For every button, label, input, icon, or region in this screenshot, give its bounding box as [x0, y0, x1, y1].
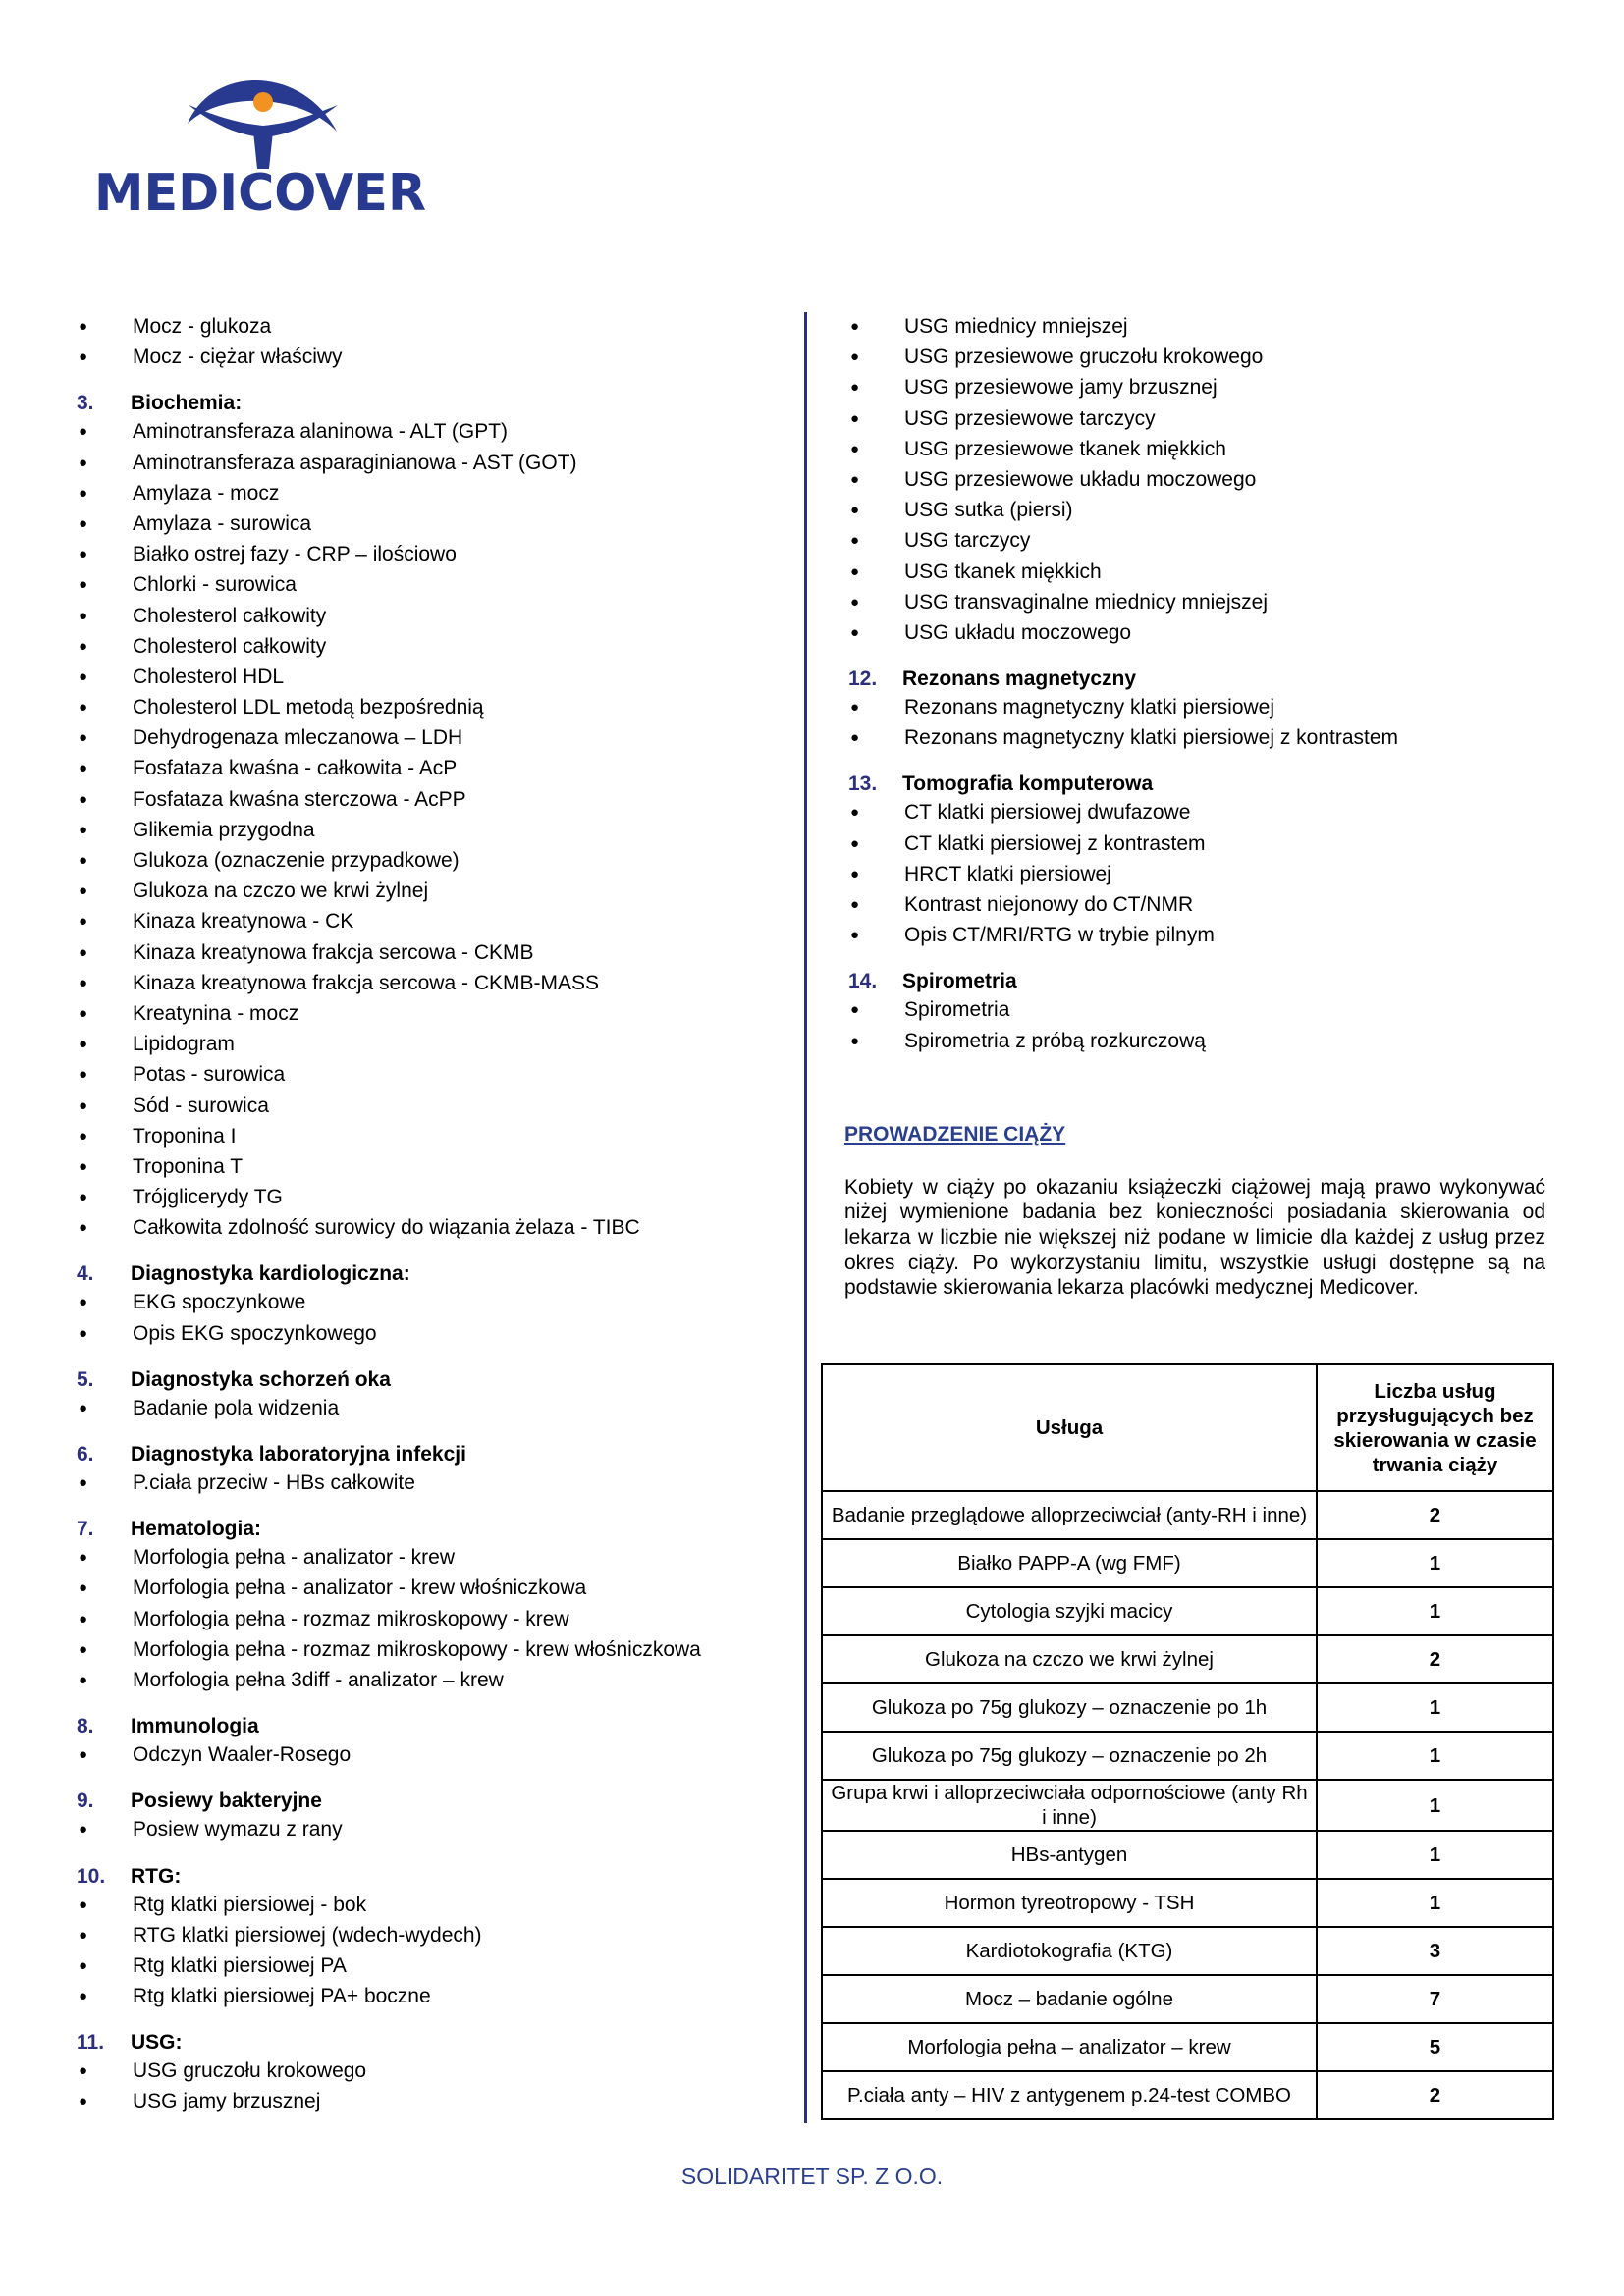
- section-heading: [73, 2030, 760, 2056]
- section-title: Diagnostyka laboratoryjna infekcji: [131, 1443, 466, 1466]
- list-item: [73, 416, 760, 447]
- list-item: [73, 1665, 760, 1695]
- list-item-label: Glikemia przygodna: [133, 818, 315, 841]
- section-heading: [73, 1789, 760, 1814]
- section-title: Biochemia:: [131, 392, 243, 415]
- list-item: [73, 876, 760, 906]
- section-number: 4.: [77, 1262, 94, 1286]
- list-item: [844, 889, 1561, 920]
- list-item-label: Odczyn Waaler-Rosego: [133, 1743, 352, 1767]
- list-item: [844, 342, 1561, 372]
- table-row: [822, 1635, 1553, 1683]
- list-item-label: Glukoza na czczo we krwi żylnej: [133, 880, 429, 903]
- list-item: [844, 495, 1561, 525]
- section-heading: [73, 1714, 760, 1739]
- list-item-label: Badanie pola widzenia: [133, 1396, 340, 1419]
- list-item-label: Opis EKG spoczynkowego: [133, 1321, 377, 1345]
- list-item-label: CT klatki piersiowej dwufazowe: [904, 801, 1191, 825]
- list-item: [844, 617, 1561, 648]
- bullet-icon: ●: [79, 729, 88, 747]
- list-item: [73, 722, 760, 753]
- list-item: [844, 920, 1561, 950]
- list-item: [73, 1814, 760, 1844]
- service-name: Mocz – badanie ogólne: [822, 1975, 1317, 2023]
- list-item: [844, 434, 1561, 464]
- list-item-label: Rtg klatki piersiowej PA: [133, 1953, 347, 1977]
- medicover-logo: [94, 43, 433, 215]
- bullet-icon: ●: [79, 318, 88, 335]
- bullet-icon: ●: [850, 804, 860, 822]
- list-item: [73, 1393, 760, 1423]
- list-item-label: USG gruczołu krokowego: [133, 2059, 367, 2083]
- section-title: RTG:: [131, 1864, 182, 1888]
- table-row: [822, 1683, 1553, 1732]
- bullet-icon: ●: [79, 484, 88, 502]
- list-item: [73, 815, 760, 845]
- list-item-label: Morfologia pełna - analizator - krew: [133, 1546, 455, 1570]
- service-name: Glukoza na czczo we krwi żylnej: [822, 1635, 1317, 1683]
- list-item-label: Rtg klatki piersiowej PA+ boczne: [133, 1985, 431, 2008]
- bullet-icon: ●: [79, 1474, 88, 1491]
- table-row: [822, 2071, 1553, 2119]
- table-row: [822, 1539, 1553, 1587]
- list-item-label: Chlorki - surowica: [133, 573, 297, 597]
- section-title: Hematologia:: [131, 1518, 262, 1541]
- section-heading: [73, 391, 760, 416]
- bullet-icon: ●: [79, 1324, 88, 1342]
- bullet-icon: ●: [79, 1157, 88, 1175]
- list-item-label: Kinaza kreatynowa - CK: [133, 910, 354, 934]
- section-number: 7.: [77, 1518, 94, 1541]
- list-item-label: Białko ostrej fazy - CRP – ilościowo: [133, 543, 457, 566]
- list-item: [73, 311, 760, 342]
- footer-company: SOLIDARITET SP. Z O.O.: [680, 2163, 944, 2189]
- list-item-label: Kreatynina - mocz: [133, 1001, 299, 1025]
- list-item: [73, 2056, 760, 2086]
- service-count: 1: [1317, 1780, 1553, 1831]
- service-count: 1: [1317, 1831, 1553, 1879]
- list-item: [844, 587, 1561, 617]
- list-item-label: Kinaza kreatynowa frakcja sercowa - CKMB-MASS: [133, 971, 599, 994]
- bullet-icon: ●: [79, 348, 88, 366]
- service-name: Morfologia pełna – analizator – krew: [822, 2023, 1317, 2071]
- list-item: [73, 662, 760, 692]
- list-item: [73, 1059, 760, 1090]
- bullet-icon: ●: [79, 790, 88, 808]
- list-item: [844, 372, 1561, 402]
- list-item: [73, 1287, 760, 1317]
- list-item-label: USG miednicy mniejszej: [904, 315, 1128, 338]
- bullet-icon: ●: [79, 1988, 88, 2005]
- list-item-label: USG tkanek miękkich: [904, 560, 1102, 583]
- bullet-icon: ●: [79, 1610, 88, 1628]
- bullet-icon: ●: [79, 1066, 88, 1084]
- bullet-icon: ●: [850, 562, 860, 580]
- bullet-icon: ●: [79, 1549, 88, 1567]
- list-item: [844, 994, 1561, 1025]
- bullet-icon: ●: [79, 423, 88, 441]
- bullet-icon: ●: [79, 974, 88, 991]
- list-item-label: Morfologia pełna 3diff - analizator – krew: [133, 1668, 504, 1691]
- section-title: Diagnostyka schorzeń oka: [131, 1367, 391, 1391]
- bullet-icon: ●: [850, 865, 860, 882]
- section-title: Diagnostyka kardiologiczna:: [131, 1262, 410, 1286]
- section-heading: [73, 1517, 760, 1542]
- list-item-label: RTG klatki piersiowej (wdech-wydech): [133, 1923, 482, 1947]
- left-column: [73, 311, 760, 2117]
- list-item-label: Troponina I: [133, 1124, 237, 1148]
- list-item-label: Cholesterol LDL metodą bezpośrednią: [133, 696, 484, 720]
- bullet-icon: ●: [850, 348, 860, 366]
- section-title: Tomografia komputerowa: [902, 773, 1154, 796]
- bullet-icon: ●: [850, 593, 860, 611]
- list-item-label: Potas - surowica: [133, 1063, 286, 1087]
- service-name: Hormon tyreotropowy - TSH: [822, 1879, 1317, 1927]
- list-item-label: Opis CT/MRI/RTG w trybie pilnym: [904, 924, 1215, 947]
- list-item-label: Morfologia pełna - analizator - krew włośniczkowa: [133, 1576, 587, 1600]
- service-count: 3: [1317, 1927, 1553, 1975]
- bullet-icon: ●: [850, 729, 860, 747]
- list-item: [73, 1151, 760, 1182]
- list-item: [844, 311, 1561, 342]
- list-item: [73, 631, 760, 662]
- list-item-label: Mocz - glukoza: [133, 315, 272, 338]
- table-row: [822, 1879, 1553, 1927]
- list-item: [73, 1573, 760, 1603]
- service-count: 1: [1317, 1539, 1553, 1587]
- list-item-label: Troponina T: [133, 1154, 244, 1178]
- list-item-label: Aminotransferaza alaninowa - ALT (GPT): [133, 420, 509, 444]
- list-item: [73, 2086, 760, 2116]
- list-item-label: USG przesiewowe tkanek miękkich: [904, 437, 1226, 460]
- list-item-label: Lipidogram: [133, 1033, 235, 1056]
- list-item: [73, 569, 760, 600]
- pregnancy-description: Kobiety w ciąży po okazaniu książeczki ciążowej mają prawo wykonywać niżej wymienione badania bez konieczności posiadania skierowania od lekarza w liczbie nie większej niż podane w limicie dla każdej z usług przez okres ciąży. Po wykorzystaniu limitu, wszystkie usługi dostępne są na podstawie skierowania lekarza placówki medycznej Medicover.: [844, 1175, 1545, 1300]
- list-item: [73, 1029, 760, 1059]
- list-item: [73, 1634, 760, 1665]
- list-item-label: Fosfataza kwaśna - całkowita - AcP: [133, 757, 458, 780]
- right-column: [844, 311, 1561, 1301]
- bullet-icon: ●: [850, 896, 860, 913]
- bullet-icon: ●: [79, 576, 88, 594]
- bullet-icon: ●: [79, 1096, 88, 1114]
- service-name: HBs-antygen: [822, 1831, 1317, 1879]
- list-item: [844, 464, 1561, 495]
- bullet-icon: ●: [850, 699, 860, 717]
- list-item-label: Mocz - ciężar właściwy: [133, 346, 343, 369]
- list-item: [73, 1739, 760, 1770]
- section-number: 11.: [77, 2031, 105, 2055]
- section-heading: [844, 667, 1561, 692]
- bullet-icon: ●: [850, 409, 860, 427]
- bullet-icon: ●: [79, 2093, 88, 2110]
- table-row: [822, 1831, 1553, 1879]
- section-number: 6.: [77, 1443, 94, 1466]
- service-name: Cytologia szyjki macicy: [822, 1587, 1317, 1635]
- list-item-label: Fosfataza kwaśna sterczowa - AcPP: [133, 787, 466, 811]
- section-title: Posiewy bakteryjne: [131, 1789, 322, 1813]
- service-name: Grupa krwi i alloprzeciwciała odpornościowe (anty Rh i inne): [822, 1780, 1317, 1831]
- list-item: [73, 508, 760, 539]
- list-item-label: USG przesiewowe gruczołu krokowego: [904, 346, 1264, 369]
- service-count: 1: [1317, 1879, 1553, 1927]
- service-name: P.ciała anty – HIV z antygenem p.24-test COMBO: [822, 2071, 1317, 2119]
- list-item-label: USG przesiewowe jamy brzusznej: [904, 376, 1218, 400]
- bullet-icon: ●: [850, 379, 860, 397]
- right-list: [844, 311, 1561, 1056]
- bullet-icon: ●: [79, 1399, 88, 1416]
- list-item-label: Cholesterol całkowity: [133, 634, 327, 658]
- section-number: 3.: [77, 392, 94, 415]
- list-item-label: Amylaza - surowica: [133, 511, 312, 535]
- list-item-label: Cholesterol całkowity: [133, 604, 327, 627]
- list-item: [73, 448, 760, 478]
- list-item: [73, 1318, 760, 1349]
- list-item: [73, 1182, 760, 1212]
- list-item: [73, 692, 760, 722]
- section-number: 14.: [848, 970, 878, 993]
- list-item: [844, 525, 1561, 556]
- section-number: 13.: [848, 773, 878, 796]
- list-item: [844, 557, 1561, 587]
- bullet-icon: ●: [79, 667, 88, 685]
- pregnancy-services-table: [821, 1363, 1554, 2120]
- list-item: [73, 539, 760, 569]
- bullet-icon: ●: [79, 1127, 88, 1145]
- bullet-icon: ●: [79, 454, 88, 471]
- list-item: [73, 478, 760, 508]
- service-count: 2: [1317, 1635, 1553, 1683]
- service-count: 1: [1317, 1683, 1553, 1732]
- table-row: [822, 1732, 1553, 1780]
- service-name: Kardiotokografia (KTG): [822, 1927, 1317, 1975]
- bullet-icon: ●: [79, 821, 88, 838]
- bullet-icon: ●: [79, 760, 88, 777]
- service-count: 2: [1317, 2071, 1553, 2119]
- bullet-icon: ●: [79, 1896, 88, 1913]
- list-item: [73, 342, 760, 372]
- bullet-icon: ●: [79, 1956, 88, 1974]
- section-heading: [73, 1367, 760, 1393]
- bullet-icon: ●: [79, 607, 88, 624]
- section-number: 9.: [77, 1789, 94, 1813]
- list-item: [73, 601, 760, 631]
- list-item: [73, 998, 760, 1029]
- section-heading: [73, 1261, 760, 1287]
- list-item-label: Sód - surowica: [133, 1094, 269, 1117]
- list-item-label: Spirometria z próbą rozkurczową: [904, 1029, 1206, 1052]
- service-count: 1: [1317, 1732, 1553, 1780]
- list-item-label: Kontrast niejonowy do CT/NMR: [904, 893, 1194, 916]
- bullet-icon: ●: [79, 1189, 88, 1206]
- bullet-icon: ●: [79, 1219, 88, 1237]
- list-item: [73, 1212, 760, 1243]
- section-title: USG:: [131, 2031, 183, 2055]
- list-item-label: USG układu moczowego: [904, 620, 1132, 644]
- service-name: Białko PAPP-A (wg FMF): [822, 1539, 1317, 1587]
- column-divider: [804, 312, 807, 2123]
- table-row: [822, 1587, 1553, 1635]
- header-service: Usługa: [822, 1364, 1317, 1491]
- list-item-label: Posiew wymazu z rany: [133, 1818, 343, 1842]
- bullet-icon: ●: [79, 913, 88, 931]
- list-item-label: Rezonans magnetyczny klatki piersiowej: [904, 696, 1275, 720]
- list-item-label: Rezonans magnetyczny klatki piersiowej z kontrastem: [904, 726, 1399, 750]
- bullet-icon: ●: [79, 1004, 88, 1022]
- list-item: [73, 1121, 760, 1151]
- list-item-label: USG tarczycy: [904, 529, 1031, 553]
- list-item: [73, 753, 760, 783]
- section-heading: [844, 772, 1561, 797]
- bullet-icon: ●: [79, 852, 88, 869]
- service-name: Glukoza po 75g glukozy – oznaczenie po 1h: [822, 1683, 1317, 1732]
- list-item-label: Kinaza kreatynowa frakcja sercowa - CKMB: [133, 940, 534, 964]
- section-number: 10.: [77, 1864, 106, 1888]
- service-count: 1: [1317, 1587, 1553, 1635]
- bullet-icon: ●: [79, 1926, 88, 1944]
- list-item: [73, 1604, 760, 1634]
- table-row: [822, 1780, 1553, 1831]
- bullet-icon: ●: [79, 1671, 88, 1688]
- list-item: [73, 968, 760, 998]
- list-item-label: CT klatki piersiowej z kontrastem: [904, 831, 1206, 855]
- list-item: [844, 828, 1561, 859]
- section-number: 5.: [77, 1367, 94, 1391]
- bullet-icon: ●: [850, 318, 860, 335]
- bullet-icon: ●: [850, 502, 860, 519]
- bullet-icon: ●: [79, 943, 88, 961]
- list-item-label: Cholesterol HDL: [133, 665, 285, 688]
- service-count: 2: [1317, 1491, 1553, 1539]
- service-name: Badanie przeglądowe alloprzeciwciał (anty-RH i inne): [822, 1491, 1317, 1539]
- list-item: [73, 1542, 760, 1573]
- list-item-label: Aminotransferaza asparaginianowa - AST (GOT): [133, 451, 577, 474]
- list-item: [73, 1890, 760, 1920]
- list-item-label: Morfologia pełna - rozmaz mikroskopowy - krew: [133, 1607, 569, 1630]
- list-item-label: Amylaza - mocz: [133, 481, 280, 505]
- list-item: [844, 722, 1561, 753]
- bullet-icon: ●: [79, 1579, 88, 1597]
- list-item: [73, 784, 760, 815]
- list-item-label: Całkowita zdolność surowicy do wiązania żelaza - TIBC: [133, 1216, 640, 1240]
- table-row: [822, 2023, 1553, 2071]
- list-item-label: Glukoza (oznaczenie przypadkowe): [133, 849, 460, 872]
- list-item: [73, 1950, 760, 1981]
- bullet-icon: ●: [79, 1294, 88, 1311]
- pregnancy-title: PROWADZENIE CIĄŻY: [844, 1122, 1066, 1146]
- list-item-label: USG przesiewowe układu moczowego: [904, 467, 1257, 491]
- list-item-label: USG transvaginalne miednicy mniejszej: [904, 590, 1268, 614]
- list-item-label: EKG spoczynkowe: [133, 1291, 306, 1314]
- section-title: Spirometria: [902, 970, 1017, 993]
- list-item: [844, 403, 1561, 434]
- bullet-icon: ●: [79, 882, 88, 900]
- list-item: [844, 1026, 1561, 1056]
- list-item: [844, 859, 1561, 889]
- list-item-label: HRCT klatki piersiowej: [904, 862, 1111, 885]
- service-count: 5: [1317, 2023, 1553, 2071]
- list-item: [73, 937, 760, 968]
- table-row: [822, 1491, 1553, 1539]
- bullet-icon: ●: [79, 514, 88, 532]
- list-item: [73, 1920, 760, 1950]
- bullet-icon: ●: [850, 532, 860, 550]
- bullet-icon: ●: [850, 927, 860, 944]
- section-heading: [73, 1442, 760, 1468]
- table-body: [822, 1491, 1553, 2119]
- bullet-icon: ●: [79, 1640, 88, 1658]
- list-item: [844, 797, 1561, 828]
- bullet-icon: ●: [79, 2062, 88, 2080]
- bullet-icon: ●: [79, 1821, 88, 1839]
- list-item-label: Dehydrogenaza mleczanowa – LDH: [133, 726, 463, 750]
- bullet-icon: ●: [850, 440, 860, 457]
- table-row: [822, 1927, 1553, 1975]
- list-item: [844, 692, 1561, 722]
- list-item: [73, 906, 760, 936]
- bullet-icon: ●: [79, 1746, 88, 1764]
- list-item-label: P.ciała przeciw - HBs całkowite: [133, 1471, 415, 1494]
- bullet-icon: ●: [79, 1036, 88, 1053]
- bullet-icon: ●: [850, 623, 860, 641]
- table-header-row: [822, 1364, 1553, 1491]
- service-count: 7: [1317, 1975, 1553, 2023]
- bullet-icon: ●: [79, 637, 88, 655]
- header-count: Liczba usług przysługujących bez skierowania w czasie trwania ciąży: [1317, 1364, 1553, 1491]
- list-item-label: USG jamy brzusznej: [133, 2090, 321, 2113]
- table-row: [822, 1975, 1553, 2023]
- section-heading: [844, 969, 1561, 994]
- list-item-label: Trójglicerydy TG: [133, 1186, 283, 1209]
- section-number: 8.: [77, 1715, 94, 1738]
- list-item: [73, 1091, 760, 1121]
- bullet-icon: ●: [850, 1032, 860, 1049]
- bullet-icon: ●: [79, 699, 88, 717]
- list-item-label: Morfologia pełna - rozmaz mikroskopowy - krew włośniczkowa: [133, 1637, 701, 1661]
- bullet-icon: ●: [850, 470, 860, 488]
- bullet-icon: ●: [850, 834, 860, 852]
- medicover-wordmark: MEDICOVER: [94, 164, 426, 215]
- section-number: 12.: [848, 667, 878, 691]
- list-item: [73, 1981, 760, 2011]
- list-item-label: Spirometria: [904, 998, 1010, 1022]
- list-item: [73, 1468, 760, 1498]
- section-title: Immunologia: [131, 1715, 259, 1738]
- list-item-label: Rtg klatki piersiowej - bok: [133, 1893, 367, 1916]
- list-item-label: USG przesiewowe tarczycy: [904, 406, 1156, 430]
- list-item: [73, 845, 760, 876]
- bullet-icon: ●: [79, 546, 88, 563]
- list-item-label: USG sutka (piersi): [904, 499, 1073, 522]
- service-name: Glukoza po 75g glukozy – oznaczenie po 2h: [822, 1732, 1317, 1780]
- section-title: Rezonans magnetyczny: [902, 667, 1137, 691]
- bullet-icon: ●: [850, 1001, 860, 1019]
- section-heading: [73, 1864, 760, 1890]
